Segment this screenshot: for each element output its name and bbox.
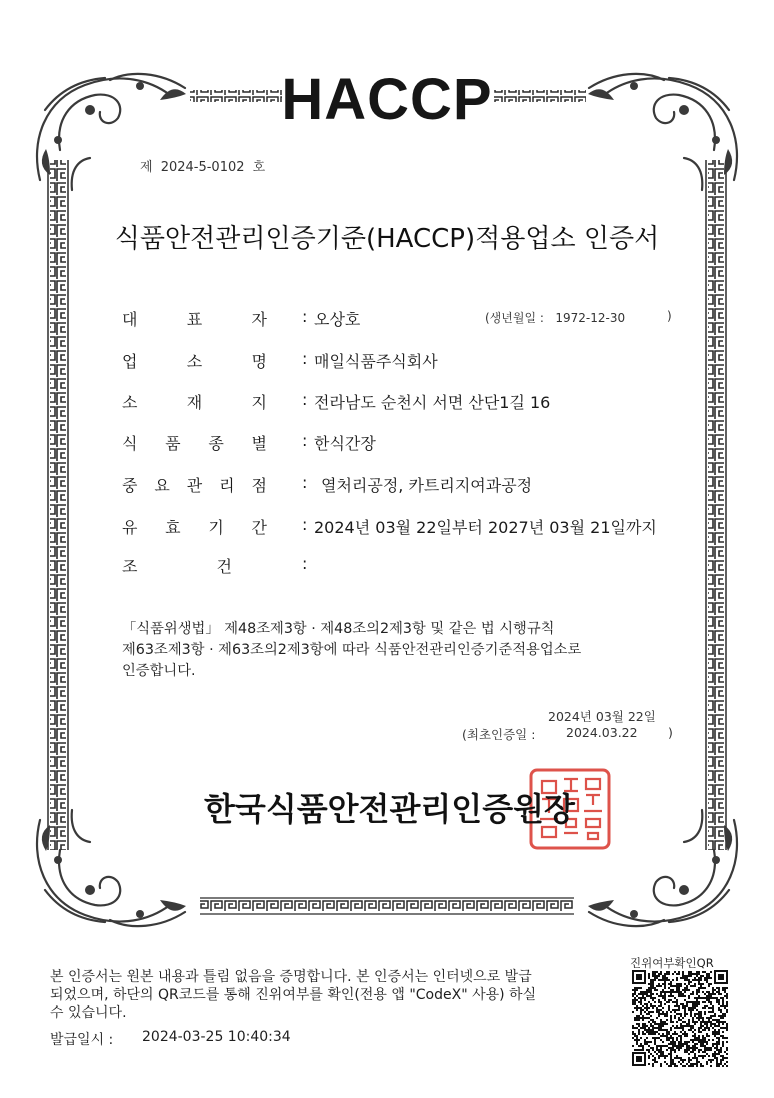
label-char: 대 [122, 310, 138, 329]
field-value-food-type: 한식간장 [314, 434, 376, 453]
statement-line: 제63조제3항 · 제63조의2제3항에 따라 식품안전관리인증기준적용업소로 [122, 642, 582, 658]
label-char: 점 [251, 476, 267, 495]
colon: : [302, 431, 308, 450]
field-label [122, 390, 267, 413]
field-value-ccp: 열처리공정, 카트리지여과공정 [321, 476, 533, 495]
field-row-food-type [122, 431, 682, 459]
field-row-ccp [122, 473, 682, 501]
field-value-validity: 2024년 03월 22일부터 2027년 03월 21일까지 [314, 518, 657, 537]
certification-statement [122, 619, 682, 682]
label-char: 유 [122, 518, 138, 537]
field-row-address [122, 390, 682, 418]
colon: : [302, 554, 308, 573]
label-char: 명 [251, 352, 267, 371]
colon: : [302, 473, 308, 492]
first-cert-close: ) [668, 725, 673, 740]
label-char: 지 [251, 393, 267, 412]
birth-close: ) [667, 309, 672, 323]
notice-line: 수 있습니다. [50, 1005, 127, 1021]
issued-at-label: 발급일시 : [50, 1032, 114, 1048]
certificate-title: 식품안전관리인증기준(HACCP)적용업소 인증서 [114, 224, 660, 254]
label-char: 소 [186, 352, 203, 371]
statement-line: 인증합니다. [122, 663, 196, 679]
label-char: 식 [122, 434, 138, 453]
label-char: 별 [251, 434, 267, 453]
label-char: 간 [251, 518, 267, 537]
notice-line: 되었으며, 하단의 QR코드를 통해 진위여부를 확인(전용 앱 "CodeX" 사용) 하실 [50, 987, 537, 1003]
field-label [122, 349, 267, 372]
field-label [122, 554, 232, 577]
certificate-number: 제 2024-5-0102 호 [140, 160, 266, 175]
label-char: 리 [219, 476, 235, 495]
colon: : [302, 307, 308, 326]
label-char: 품 [165, 434, 181, 453]
first-cert-value: 2024.03.22 [566, 725, 638, 740]
haccp-logo: HACCP [281, 67, 493, 132]
label-char: 자 [251, 310, 267, 329]
qr-caption: 진위여부확인QR [630, 956, 714, 970]
issuing-agency: 한국식품안전관리인증원장 [204, 790, 575, 828]
label-char: 표 [186, 310, 203, 329]
label-char: 재 [186, 393, 203, 412]
label-char: 요 [154, 476, 170, 495]
field-row-validity [122, 515, 682, 543]
birth-date [485, 309, 625, 326]
colon: : [302, 390, 308, 409]
field-value-business-name: 매일식품주식회사 [314, 352, 438, 371]
birth-label: (생년월일 : [485, 311, 544, 325]
verification-qr-code[interactable] [632, 970, 728, 1068]
field-value-representative: 오상호 [314, 310, 361, 329]
label-char: 중 [122, 476, 138, 495]
field-label [122, 515, 267, 538]
first-cert-label: (최초인증일 : [462, 727, 536, 742]
field-label [122, 431, 267, 454]
label-char: 소 [122, 393, 138, 412]
label-char: 업 [122, 352, 138, 371]
statement-line: 「식품위생법」 제48조제3항 · 제48조의2제3항 및 같은 법 시행규칙 [122, 621, 555, 637]
field-row-conditions [122, 554, 682, 582]
label-char: 조 [122, 557, 138, 576]
field-label [122, 473, 267, 496]
issue-date: 2024년 03월 22일 [548, 709, 656, 724]
label-char: 관 [186, 476, 203, 495]
label-char: 효 [165, 518, 181, 537]
colon: : [302, 349, 308, 368]
label-char: 건 [216, 557, 232, 576]
colon: : [302, 515, 308, 534]
field-label [122, 307, 267, 330]
birth-value: 1972-12-30 [555, 311, 626, 325]
authenticity-notice [50, 968, 630, 1022]
field-value-address: 전라남도 순천시 서면 산단1길 16 [314, 393, 551, 412]
issued-at-value: 2024-03-25 10:40:34 [142, 1029, 291, 1045]
field-row-business-name [122, 349, 682, 377]
label-char: 종 [208, 434, 224, 453]
label-char: 기 [208, 518, 224, 537]
notice-line: 본 인증서는 원본 내용과 틀림 없음을 증명합니다. 본 인증서는 인터넷으로 발급 [50, 969, 532, 985]
